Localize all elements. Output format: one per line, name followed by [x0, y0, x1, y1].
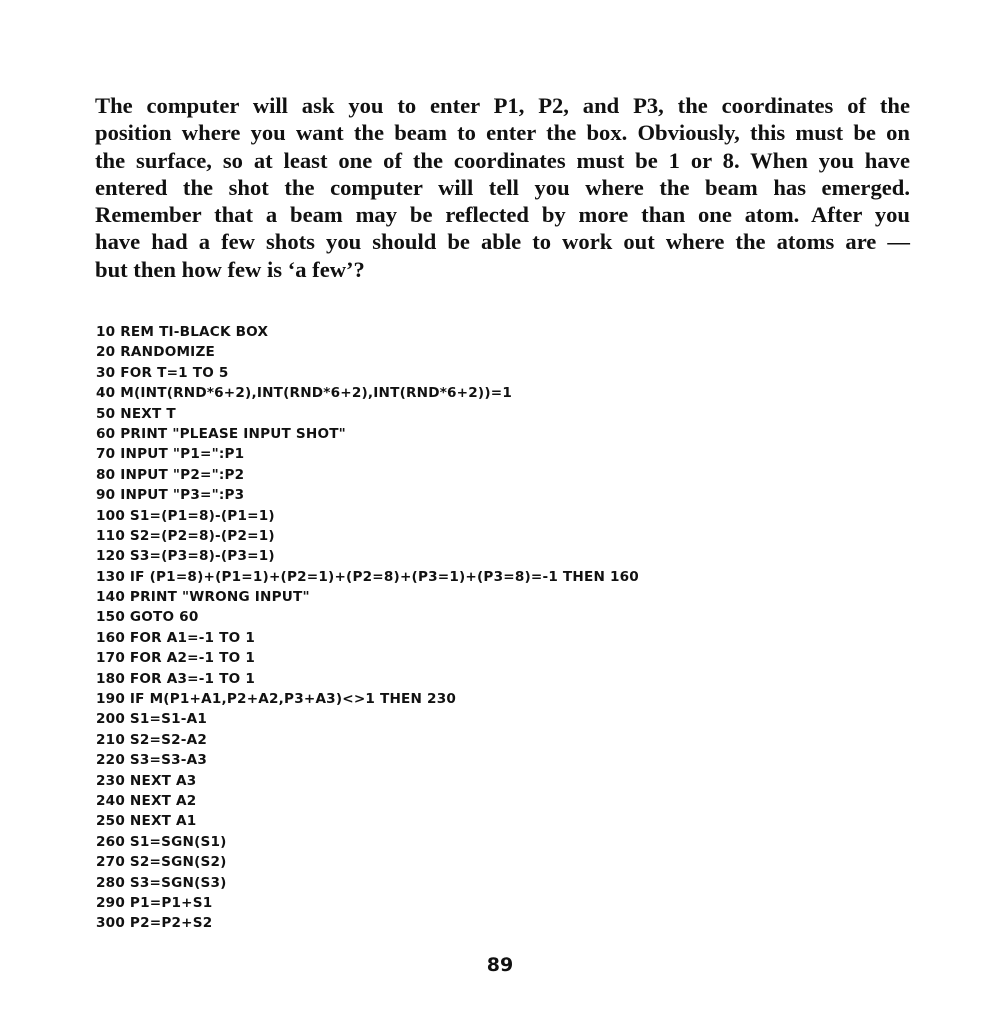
code-line: 130 IF (P1=8)+(P1=1)+(P2=1)+(P2=8)+(P3=1)+(P3=8)=-1 THEN 160: [96, 568, 639, 585]
code-line: 60 PRINT "PLEASE INPUT SHOT": [96, 425, 346, 442]
code-line: 180 FOR A3=-1 TO 1: [96, 670, 255, 687]
paragraph-line: The computer will ask you to enter P1, P2, and P3, the coordinates of the: [95, 93, 910, 118]
code-line: 50 NEXT T: [96, 405, 176, 422]
code-line: 240 NEXT A2: [96, 792, 197, 809]
code-line: 150 GOTO 60: [96, 609, 199, 626]
code-line: 160 FOR A1=-1 TO 1: [96, 629, 255, 646]
paragraph-line: the surface, so at least one of the coordinates must be 1 or 8. When you have: [95, 147, 910, 173]
code-line: 290 P1=P1+S1: [96, 894, 213, 911]
code-line: 20 RANDOMIZE: [96, 344, 215, 361]
code-line: 190 IF M(P1+A1,P2+A2,P3+A3)<>1 THEN 230: [96, 691, 457, 708]
code-line: 300 P2=P2+S2: [96, 915, 213, 932]
code-line: 10 REM TI-BLACK BOX: [96, 324, 269, 340]
code-line: 30 FOR T=1 TO 5: [96, 364, 229, 381]
code-line: 170 FOR A2=-1 TO 1: [96, 650, 255, 667]
paragraph-line: Remember that a beam may be reflected by more than one atom. After you: [95, 202, 910, 228]
code-line: 200 S1=S1-A1: [96, 711, 208, 728]
code-line: 40 M(INT(RND*6+2),INT(RND*6+2),INT(RND*6+2))=1: [96, 385, 513, 402]
code-line: 270 S2=SGN(S2): [96, 854, 227, 871]
paragraph-line: entered the shot the computer will tell you where the beam has emerged.: [95, 174, 910, 200]
paragraph-line: have had a few shots you should be able to work out where the atoms are —: [95, 229, 910, 255]
code-line: 230 NEXT A3: [96, 772, 197, 789]
code-line: 250 NEXT A1: [96, 813, 197, 830]
code-line: 70 INPUT "P1=":P1: [96, 446, 245, 463]
code-line: 80 INPUT "P2=":P2: [96, 466, 245, 483]
paragraph-line: position where you want the beam to enter the box. Obviously, this must be on: [95, 120, 910, 146]
code-line: 100 S1=(P1=8)-(P1=1): [96, 507, 275, 524]
code-line: 220 S3=S3-A3: [96, 752, 208, 769]
code-line: 210 S2=S2-A2: [96, 731, 208, 748]
page-number: 89: [486, 954, 514, 976]
code-line: 90 INPUT "P3=":P3: [96, 487, 245, 504]
paragraph-line: but then how few is ‘a few’?: [95, 256, 365, 282]
code-line: 140 PRINT "WRONG INPUT": [96, 589, 310, 606]
basic-program-listing: [96, 322, 639, 934]
code-line: 120 S3=(P3=8)-(P3=1): [96, 548, 275, 565]
code-line: 260 S1=SGN(S1): [96, 833, 227, 850]
code-line: 110 S2=(P2=8)-(P2=1): [96, 527, 275, 544]
body-paragraph: [95, 92, 910, 283]
code-line: 280 S3=SGN(S3): [96, 874, 227, 891]
